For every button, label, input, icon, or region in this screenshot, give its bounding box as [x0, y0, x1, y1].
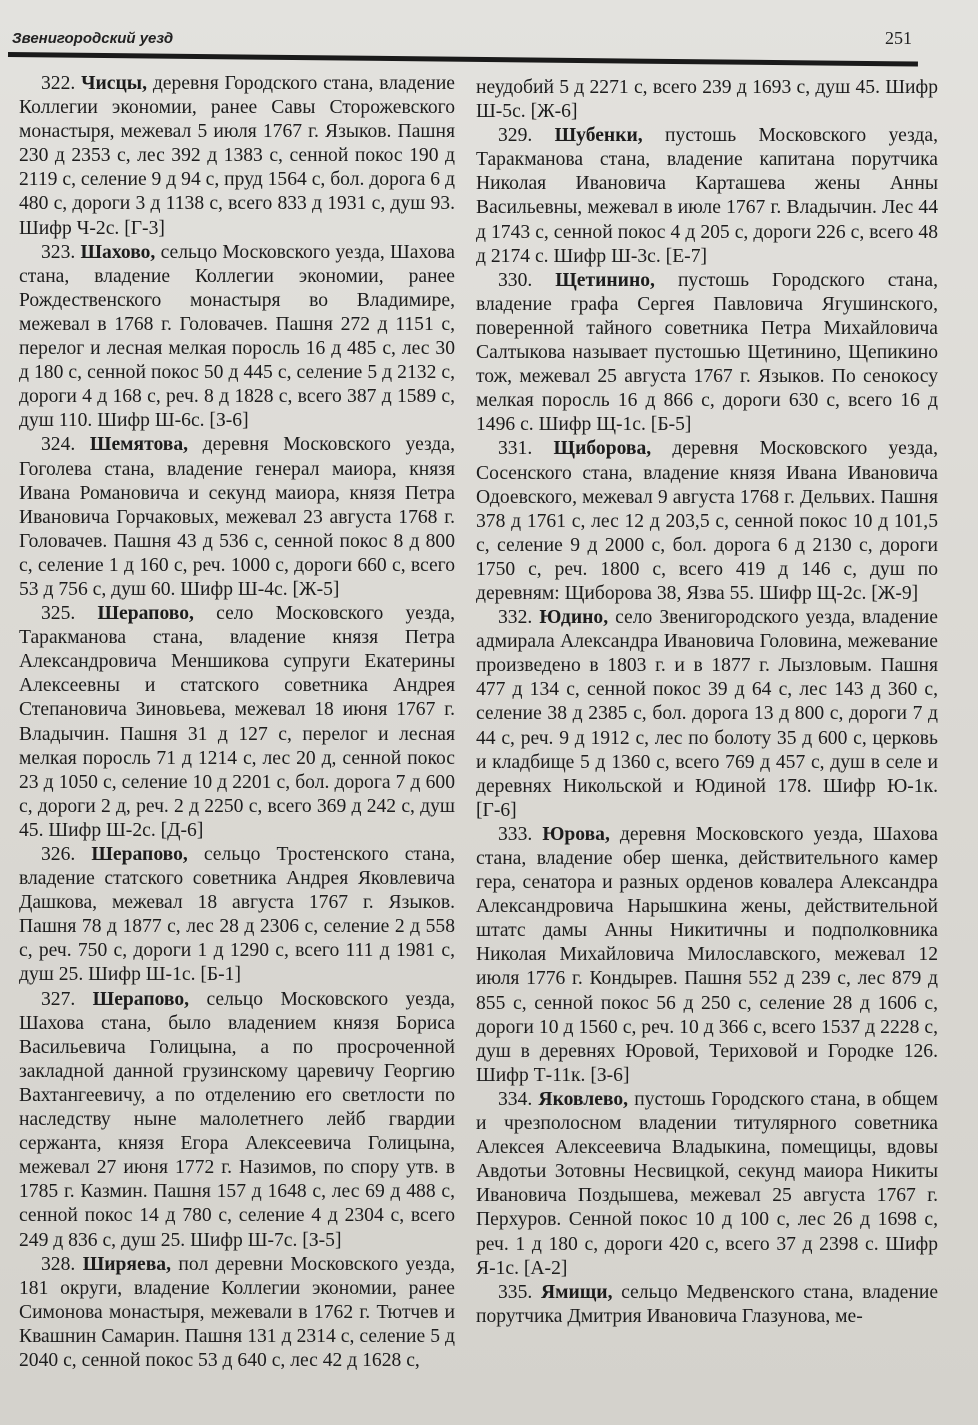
entry-text: неудобий 5 д 2271 с, всего 239 д 1693 с, душ 45. Шифр Ш-5с. [Ж-6]	[476, 77, 938, 123]
entry-number: 328.	[41, 1253, 76, 1275]
entry-name: Ширяева,	[82, 1253, 171, 1275]
entry-name: Шемятова,	[89, 434, 189, 456]
entry-name: Шерапово,	[92, 988, 190, 1010]
entry-number: 333.	[498, 823, 533, 845]
right-column	[476, 76, 938, 1329]
entry-number: 329.	[498, 125, 533, 147]
entry	[19, 241, 455, 434]
entry	[476, 1088, 938, 1281]
entry-text: деревня Московского уезда, Сосенского стана, владение князя Ивана Ивановича Одоевского, межевал 9 августа 1768 г. Дельвих. Пашня 378 д 1761 с, лес 12 д 203,5 с, сенной покос 10 д 101,5 с, селение 9 д 2000 с, бол. дорога 6 д 2130 с, дороги 1750 с, реч. 1800 с, всего 419 д 146 с, душ по деревням: Щиборова 38, Язва 55. Шифр Щ-2с. [Ж-9]	[476, 438, 938, 604]
entry	[19, 433, 455, 602]
entry-text: сельцо Тростенского стана, владение статского советника Андрея Яковлевича Дашкова, межевал 18 августа 1767 г. Языков. Пашня 78 д 1877 с, лес 28 д 2306 с, селение 2 д 558 с, реч. 750 с, дороги 1 д 1290 с, всего 111 д 1981 с, душ 25. Шифр Ш-1с. [Б-1]	[19, 844, 455, 986]
entry	[19, 988, 455, 1253]
entry-text: пустошь Городского стана, в общем и чрезполосном владении титулярного советника Алексея Алексеевича Владыкина, помещицы, вдовы Авдотьи Зотовны Несвицкой, секунд маиора Никиты Ивановича Поздышева, межевал 25 августа 1767 г. Перхуров. Сенной покос 10 д 100 с, лес 26 д 1698 с, реч. 1 д 180 с, дороги 420 с, всего 37 д 2398 с. Шифр Я-1с. [А-2]	[476, 1088, 939, 1279]
entry-name: Шерапово,	[91, 844, 188, 865]
entry	[19, 72, 455, 241]
entry-number: 330.	[498, 269, 533, 291]
entry-name: Яковлево,	[538, 1088, 629, 1110]
entry-number: 326.	[41, 844, 76, 865]
entry-number: 331.	[498, 438, 533, 460]
entry-text: село Московского уезда, Таракманова стана, владение князя Петра Александровича Меншикова супруги Екатерины Алексеевны и статского советника Андрея Степановича Зиновьева, межевал 18 июня 1767 г. Владычин. Пашня 31 д 127 с, перелог и лесная мелкая поросль 71 д 1214 с, лес 20 д, сенной покос 23 д 1050 с, селение 10 д 2201 с, бол. дорога 7 д 600 с, дороги 2 д, реч. 2 д 2250 с, всего 369 д 242 с, душ 45. Шифр Ш-2с. [Д-6]	[19, 603, 455, 841]
entry-number: 335.	[498, 1281, 533, 1303]
entry-name: Ямищи,	[540, 1281, 613, 1303]
entry-name: Чисцы,	[81, 73, 147, 94]
entry	[19, 602, 455, 843]
entry	[476, 1281, 938, 1329]
entry	[476, 124, 938, 269]
entry-name: Шерапово,	[97, 603, 194, 625]
entry	[476, 76, 938, 124]
entry	[19, 843, 455, 988]
entry-text: пол деревни Московского уезда, 181 округи, владение Коллегии экономии, ранее Симонова монастыря, межевали в 1762 г. Тютчев и Квашнин Самарин. Пашня 131 д 2314 с, селение 5 д 2040 с, сенной покос 53 д 640 с, лес 42 д 1628 с,	[19, 1253, 455, 1371]
entry-number: 322.	[41, 73, 76, 94]
entry-text: сельцо Медвенского стана, владение порутчика Дмитрия Ивановича Глазунова, ме-	[476, 1281, 939, 1327]
entry	[476, 269, 938, 438]
entry	[476, 437, 938, 606]
entry	[476, 606, 938, 823]
entry-name: Щиборова,	[553, 438, 652, 460]
entry-number: 327.	[41, 988, 76, 1010]
entry-number: 334.	[498, 1088, 533, 1110]
entry-name: Юдино,	[539, 607, 609, 629]
entry-text: сельцо Московского уезда, Шахова стана, владение Коллегии экономии, ранее Рождественского монастыря во Владимире, межевал в 1768 г. Головачев. Пашня 272 д 1151 с, перелог и лесная мелкая поросль 16 д 485 с, лес 30 д 180 с, сенной покос 50 д 445 с, селение 5 д 2132 с, дороги 4 д 168 с, реч. 8 д 1828 с, всего 387 д 1589 с, душ 110. Шифр Ш-6с. [З-6]	[19, 241, 455, 432]
entry-text: пустошь Московского уезда, Таракманова стана, владение капитана порутчика Николая Ивановича Карташева жены Анны Васильевны, межевал в июле 1767 г. Владычин. Лес 44 д 1743 с, сенной покос 4 д 205 с, дороги 226 с, всего 48 д 2174 с. Шифр Ш-3с. [Е-7]	[476, 125, 938, 267]
entry-text: деревня Московского уезда, Шахова стана, владение обер шенка, действительного камер гера, сенатора и разных орденов ковалера Александра Александровича Нарышкина жены, действительной штатс дамы Анны Никитичны и подполковника Николая Михайловича Милославского, межевал 12 июля 1776 г. Кондырев. Пашня 552 д 239 с, лес 879 д 855 с, сенной покос 56 д 250 с, селение 28 д 1606 с, дороги 10 д 1560 с, реч. 10 д 366 с, всего 1537 д 2228 с, душ в деревнях Юровой, Териховой и Городке 126. Шифр Т-11к. [З-6]	[476, 823, 938, 1086]
entry-text: село Звенигородского уезда, владение адмирала Александра Ивановича Головина, межевание произведено в 1803 г. и в 1877 г. Лызловым. Пашня 477 д 134 с, сенной покос 39 д 64 с, лес 143 д 360 с, селение 38 д 2385 с, бол. дорога 13 д 800 с, дороги 7 д 44 с, реч. 9 д 1912 с, лес по болоту 35 д 600 с, церковь и кладбище 5 д 1360 с, всего 769 д 457 с, душ в селе и деревнях Никольской и Юдиной 178. Шифр Ю-1к. [Г-6]	[476, 607, 938, 821]
header-rule	[8, 52, 918, 67]
entry-text: пустошь Городского стана, владение графа Сергея Павловича Ягушинского, поверенной тайного советника Петра Михайловича Салтыкова называет пустошью Щетинино, Щепикино тож, межевал 25 августа 1767 г. Языков. По сенокосу мелкая поросль 16 д 866 с, дороги 630 с, всего 16 д 1496 с. Шифр Щ-1с. [Б-5]	[476, 269, 938, 436]
page-number: 251	[885, 28, 912, 48]
entry-text: сельцо Московского уезда, Шахова стана, было владением князя Бориса Васильевича Голицына, а по просроченной закладной данной грузинскому царевичу Георгию Вахтангеевичу, а по отделению его светлости по наследству ныне малолетнего лейб гвардии сержанта, князя Егора Алексеевича Голицына, межевал 27 июня 1772 г. Назимов, по спору утв. в 1785 г. Казмин. Пашня 157 д 1648 с, лес 69 д 488 с, сенной покос 14 д 780 с, селение 4 д 2304 с, всего 249 д 836 с, душ 25. Шифр Ш-7с. [З-5]	[19, 988, 455, 1251]
entry	[476, 823, 938, 1088]
entry-name: Шубенки,	[554, 125, 643, 147]
entry-number: 323.	[41, 241, 76, 263]
entry-number: 332.	[498, 607, 533, 629]
entry	[19, 1253, 455, 1373]
entry-number: 325.	[41, 603, 76, 625]
section-title: Звенигородский уезд	[12, 30, 174, 47]
entry-number: 324.	[41, 434, 76, 456]
entry-name: Юрова,	[542, 823, 610, 845]
running-header	[12, 28, 912, 50]
entry-text: деревня Московского уезда, Гоголева стана, владение генерал маиора, князя Ивана Романовича и секунд маиора, князя Петра Ивановича Горчаковых, межевал 23 августа 1768 г. Головачев. Пашня 43 д 536 с, сенной покос 8 д 800 с, селение 1 д 160 с, реч. 1000 с, дороги 660 с, всего 53 д 756 с, душ 60. Шифр Ш-4с. [Ж-5]	[19, 434, 455, 600]
entry-name: Щетинино,	[555, 269, 655, 291]
left-column	[19, 72, 455, 1373]
entry-name: Шахово,	[80, 241, 156, 263]
entry-text: деревня Городского стана, владение Коллегии экономии, ранее Савы Сторожевского монастыря, межевал 5 июля 1767 г. Языков. Пашня 230 д 2353 с, лес 392 д 1383 с, сенной покос 190 д 2119 с, селение 9 д 94 с, пруд 1564 с, бол. дорога 6 д 480 с, дороги 3 д 1138 с, всего 833 д 1931 с, душ 93. Шифр Ч-2с. [Г-3]	[19, 73, 456, 239]
